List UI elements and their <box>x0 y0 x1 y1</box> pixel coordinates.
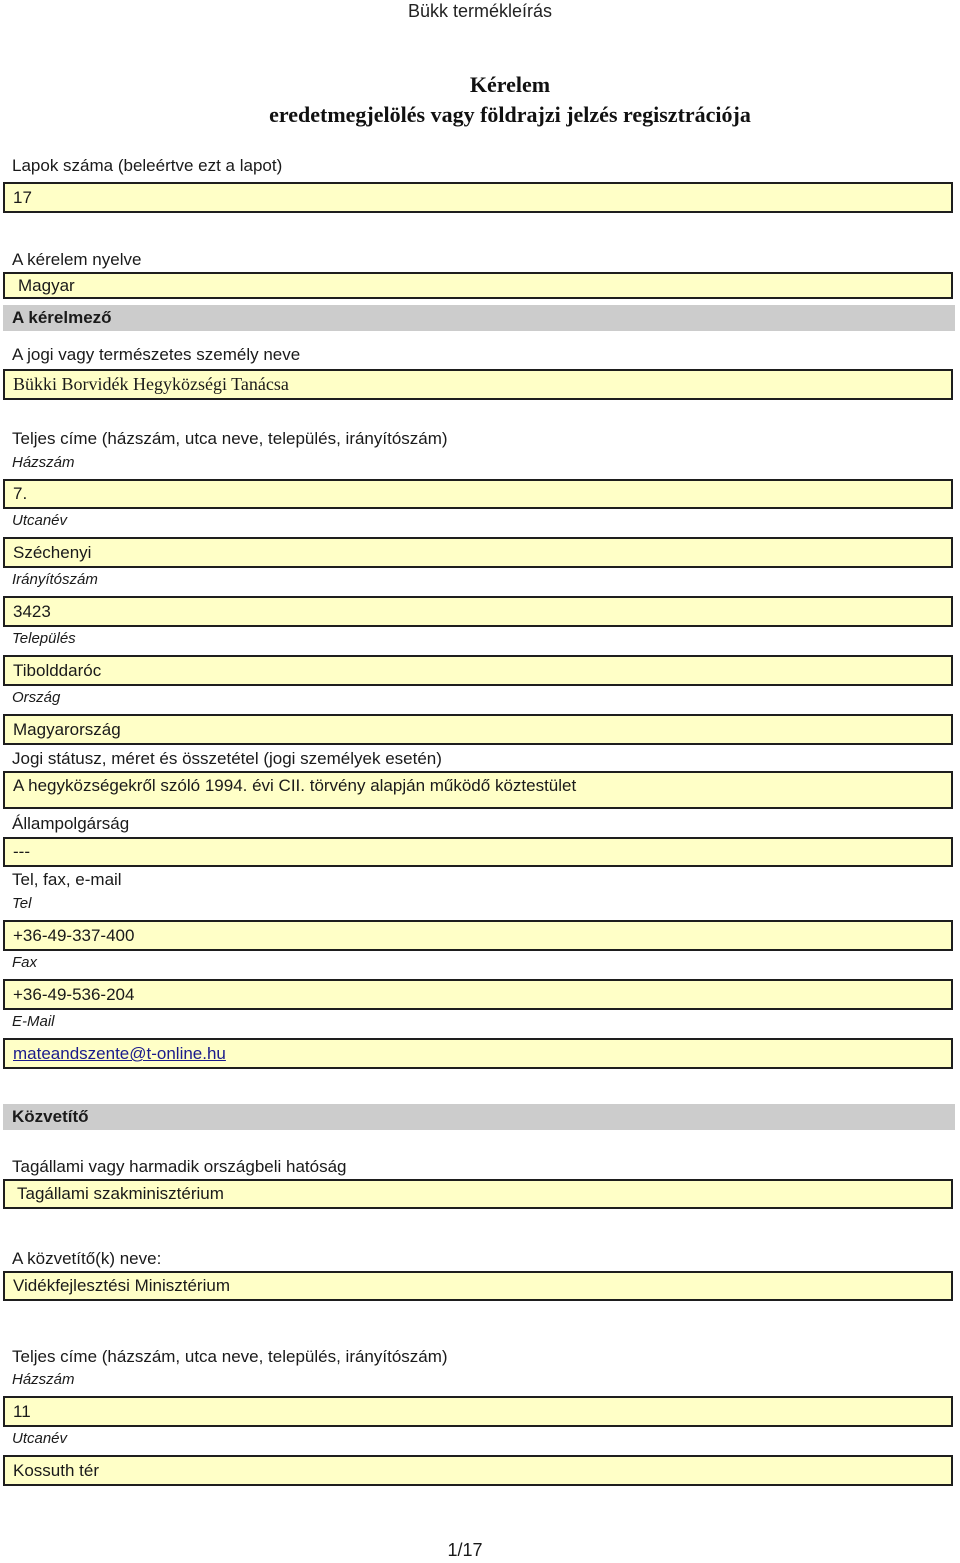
email-link[interactable]: mateandszente@t-online.hu <box>13 1044 226 1063</box>
citizenship-field[interactable]: --- <box>3 837 953 867</box>
legal-status-label: Jogi státusz, méret és összetétel (jogi személyek esetén) <box>12 749 442 768</box>
applicant-house-field[interactable]: 7. <box>3 479 953 509</box>
intermediary-street-label: Utcanév <box>12 1430 68 1447</box>
email-field <box>3 1038 953 1069</box>
fax-label: Fax <box>12 954 38 971</box>
applicant-name-field[interactable]: Bükki Borvidék Hegyközségi Tanácsa <box>3 369 953 400</box>
email-label: E-Mail <box>12 1013 55 1030</box>
applicant-name-label: A jogi vagy természetes személy neve <box>12 345 301 364</box>
applicant-street-field[interactable]: Széchenyi <box>3 537 953 568</box>
form-title: Kérelem <box>469 72 551 97</box>
form-subtitle: eredetmegjelölés vagy földrajzi jelzés regisztrációja <box>269 102 751 127</box>
contact-label: Tel, fax, e-mail <box>12 870 122 889</box>
page-number: 1/17 <box>447 1540 483 1560</box>
intermediary-address-label: Teljes címe (házszám, utca neve, település, irányítószám) <box>12 1347 448 1366</box>
pages-field[interactable]: 17 <box>3 182 953 213</box>
applicant-address-label: Teljes címe (házszám, utca neve, település, irányítószám) <box>12 429 448 448</box>
intermediary-street-field[interactable]: Kossuth tér <box>3 1455 953 1486</box>
language-label: A kérelem nyelve <box>12 250 142 269</box>
legal-status-field[interactable]: A hegyközségekről szóló 1994. évi CII. törvény alapján működő köztestület <box>3 771 953 809</box>
applicant-country-field[interactable]: Magyarország <box>3 714 953 745</box>
intermediary-house-label: Házszám <box>12 1371 75 1388</box>
intermediary-house-field[interactable]: 11 <box>3 1396 953 1427</box>
tel-field[interactable]: +36-49-337-400 <box>3 920 953 951</box>
intermediary-name-field[interactable]: Vidékfejlesztési Minisztérium <box>3 1271 953 1301</box>
applicant-zip-label: Irányítószám <box>12 571 98 588</box>
tel-label: Tel <box>12 895 32 912</box>
applicant-city-field[interactable]: Tibolddaróc <box>3 655 953 686</box>
language-field[interactable]: Magyar <box>3 272 953 299</box>
authority-field[interactable]: Tagállami szakminisztérium <box>3 1179 953 1209</box>
applicant-city-label: Település <box>12 630 76 647</box>
intermediary-section-header: Közvetítő <box>3 1104 955 1130</box>
applicant-zip-field[interactable]: 3423 <box>3 596 953 627</box>
page-header-title: Bükk termékleírás <box>407 1 553 21</box>
authority-label: Tagállami vagy harmadik országbeli hatóság <box>12 1157 347 1176</box>
applicant-section-header: A kérelmező <box>3 305 955 331</box>
applicant-country-label: Ország <box>12 689 61 706</box>
applicant-street-label: Utcanév <box>12 512 68 529</box>
pages-label: Lapok száma (beleértve ezt a lapot) <box>12 156 283 175</box>
intermediary-name-label: A közvetítő(k) neve: <box>12 1249 162 1268</box>
fax-field[interactable]: +36-49-536-204 <box>3 979 953 1010</box>
citizenship-label: Állampolgárság <box>12 814 130 833</box>
applicant-house-label: Házszám <box>12 454 75 471</box>
